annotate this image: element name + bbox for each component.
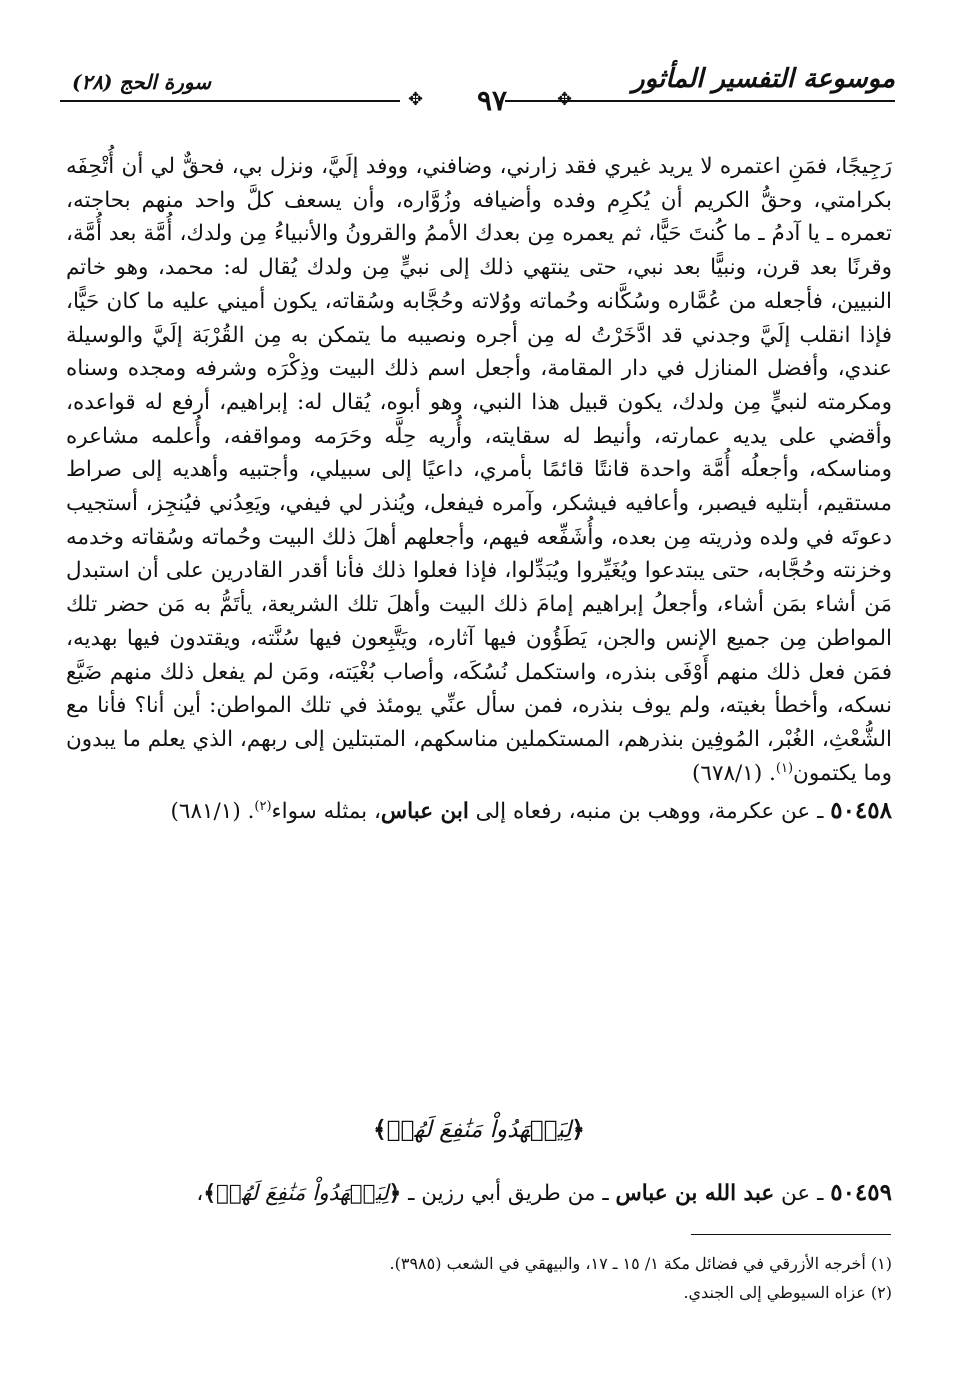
verse-text: لِيَشۡهَدُواْ مَنَٰفِعَ لَهُمۡ	[386, 1117, 572, 1143]
entry-5458: ٥٠٤٥٨ ـ عن عكرمة، ووهب بن منبه، رفعاه إلى ابن عباس، بمثله سواء$^{(٢)}$. (٦٨١/١)	[170, 797, 892, 825]
surah-label	[72, 70, 211, 94]
ornament-icon: ✥	[408, 89, 424, 110]
main-text: رَجِيجًا، فمَنِ اعتمره لا يريد غيري فقد زارني، وضافني، ووفد إلَيَّ، ونزل بي، فحقٌّ لي أن أُتْحِفَه بكرامتي، وحقُّ الكريم أن يُكرِم وفده وأضيافه وزُوَّاره، وأن يسعف كلَّ واحد منهم بحاجته، تعمره ـ يا آدمُ ـ ما كُنتَ حَيًّا، ثم يعمره مِن بعدك الأممُ والقرونُ والأنبياءُ مِن ولدك، أُمَّة بعد أُمَّة، وقرنًا بعد قرن، ونبيًّا بعد نبي، حتى ينتهي ذلك إلى نبيٍّ مِن ولدك يُقال له: محمد، وهو خاتم النبيين، فأجعله من عُمَّاره وسُكَّانه وحُماته ووُلاته وحُجَّابه وسُقاته، يكون أميني عليه ما كان حَيًّا، فإذا انقلب إلَيَّ وجدني قد ادَّخَرْتُ له مِن أجره ونصيبه ما يتمكن به مِن القُرْبَة إلَيَّ والوسيلة عندي، وأفضل المنازل في دار المقامة، وأجعل اسم ذلك البيت وذِكْرَه وشرفه ومجده وسناه ومكرمته لنبيٍّ مِن ولدك، يكون قبيل هذا النبي، وهو أبوه، يُقال له: إبراهيم، أرفع له قواعده، وأقضي على يديه عمارته، وأنيط له سقايته، وأُريه حِلَّه وحَرَمه ومواقفه، وأُعلمه مشاعره ومناسكه، وأجعلُه أُمَّة واحدة قانتًا قائمًا بأمري، داعيًا إلى سبيلي، وأجتبيه وأهديه إلى صراط مستقيم، أبتليه فيصبر، وأعافيه فيشكر، وآمره فيفعل، ويُنذر لي فيفي، ويَعِدُني فيُنجِز، أستجيب دعوتَه في ولده وذريته مِن بعده، وأُشَفِّعه فيهم، وأجعلهم أهلَ ذلك البيت وحُماته وسُقاته وخدمه وخزنته وحُجَّابه، حتى يبتدعوا ويُغَيِّروا ويُبَدِّلوا، فإذا فعلوا ذلك فأنا أقدر القادرين على أن استبدل مَن أشاء بمَن أشاء، وأجعلُ إبراهيم إمامَ ذلك البيت وأهلَ تلك الشريعة، يأتَمُّ به مَن حضر تلك المواطن مِن جميع الإنس والجن، يَطَؤُون فيها آثاره، ويَتَّبِعون فيها سُنَّته، ويقتدون فيها بهديه، فمَن فعل ذلك منهم أَوْفَى بنذره، واستكمل نُسُكَه، وأصاب بُغْيَته، ومَن لم يفعل ذلك منهم ضَيَّع نسكه، وأخطأ بغيته، ولم يوف بنذره، فمن سأل عنِّي يومئذ في تلك المواطن: أين أنا؟ فأنا مع الشُّعْثِ، الغُبْر، المُوفِين بنذرهم، المستكملين مناسكهم، المتبتلين إلى ربهم، الذي يعلم ما يبدون وما يكتمون	[66, 154, 892, 786]
entry-text-after: ، بمثله سواء	[271, 799, 381, 825]
entry-text: ـ من طريق أبي رزين ـ	[408, 1181, 609, 1206]
entry-number: ٥٠٤٥٩	[830, 1179, 892, 1206]
reference: (٦٧٨/١)	[692, 760, 763, 786]
entry-trail: ،	[196, 1181, 204, 1206]
book-title: موسوعة التفسير المأثور	[632, 64, 895, 94]
surah-number: (٢٨)	[72, 70, 113, 94]
header-rule-left	[60, 100, 400, 102]
entry-text: ـ عن عكرمة، ووهب بن منبه، رفعاه إلى	[475, 799, 824, 825]
footnote-2: (٢) عزاه السيوطي إلى الجندي.	[683, 1283, 892, 1302]
ornament-icon: ✥	[557, 89, 573, 110]
footnote-1: (١) أخرجه الأزرقي في فضائل مكة ١/ ١٥ ـ ١٧، والبيهقي في الشعب (٣٩٨٥).	[389, 1254, 892, 1273]
reference: (٦٨١/١)	[170, 799, 241, 825]
page-header	[60, 62, 895, 122]
footnote-marker: (١)	[775, 760, 794, 776]
footnote-marker: (٢)	[254, 799, 272, 815]
entry-prefix: عن	[781, 1181, 811, 1206]
surah-name: سورة الحج	[119, 70, 212, 94]
narrator-name: ابن عباس	[380, 799, 469, 825]
entry-5459	[66, 1176, 892, 1211]
page-number: ٩٧	[476, 84, 508, 117]
footnotes	[66, 1249, 892, 1307]
verse-text: لِيَشۡهَدُواْ مَنَٰفِعَ لَهُمۡ	[215, 1181, 389, 1206]
quran-bracket-close: ﴾	[373, 1116, 387, 1143]
narrator-name: عبد الله بن عباس	[615, 1181, 775, 1206]
quran-bracket-open: ﴿	[571, 1116, 585, 1143]
footnote-divider	[691, 1234, 891, 1235]
entry-number: ٥٠٤٥٨	[830, 797, 892, 825]
quran-bracket-open: ﴿	[388, 1181, 402, 1206]
main-text-block	[66, 150, 892, 829]
entry-dash: ـ	[817, 1181, 824, 1206]
paragraph: رَجِيجًا، فمَنِ اعتمره لا يريد غيري فقد زارني، وضافني، ووفد إلَيَّ، ونزل بي، فحقٌّ لي أن أُتْحِفَه بكرامتي، وحقُّ الكريم أن يُكرِم وفده وأضيافه وزُوَّاره، وأن يسعف كلَّ واحد منهم بحاجته، تعمره ـ يا آدمُ ـ ما كُنتَ حَيًّا، ثم يعمره مِن بعدك الأممُ والقرونُ والأنبياءُ مِن ولدك، أُمَّة بعد أُمَّة، وقرنًا بعد قرن، ونبيًّا بعد نبي، حتى ينتهي ذلك إلى نبيٍّ مِن ولدك يُقال له: محمد، وهو خاتم النبيين، فأجعله من عُمَّاره وسُكَّانه وحُماته ووُلاته وحُجَّابه وسُقاته، يكون أميني عليه ما كان حَيًّا، فإذا انقلب إلَيَّ وجدني قد ادَّخَرْتُ له مِن أجره ونصيبه ما يتمكن به مِن القُرْبَة إلَيَّ والوسيلة عندي، وأفضل المنازل في دار المقامة، وأجعل اسم ذلك البيت وذِكْرَه وشرفه ومجده وسناه ومكرمته لنبيٍّ مِن ولدك، يكون قبيل هذا النبي، وهو أبوه، يُقال له: إبراهيم، أرفع له قواعده، وأقضي على يديه عمارته، وأنيط له سقايته، وأُريه حِلَّه وحَرَمه ومواقفه، وأُعلمه مشاعره ومناسكه، وأجعلُه أُمَّة واحدة قانتًا قائمًا بأمري، داعيًا إلى سبيلي، وأجتبيه وأهديه إلى صراط مستقيم، أبتليه فيصبر، وأعافيه فيشكر، وآمره فيفعل، ويُنذر لي فيفي، ويَعِدُني فيُنجِز، أستجيب دعوتَه في ولده وذريته مِن بعده، وأُشَفِّعه فيهم، وأجعلهم أهلَ ذلك البيت وحُماته وسُقاته وخدمه وخزنته وحُجَّابه، حتى يبتدعوا ويُغَيِّروا ويُبَدِّلوا، فإذا فعلوا ذلك فأنا أقدر القادرين على أن استبدل مَن أشاء بمَن أشاء، وأجعلُ إبراهيم إمامَ ذلك البيت وأهلَ تلك الشريعة، يأتَمُّ به مَن حضر تلك المواطن مِن جميع الإنس والجن، يَطَؤُون فيها آثاره، ويَتَّبِعون فيها سُنَّته، ويقتدون فيها بهديه، فمَن فعل ذلك منهم أَوْفَى بنذره، واستكمل نُسُكَه، وأصاب بُغْيَته، ومَن لم يفعل ذلك منهم ضَيَّع نسكه، وأخطأ بغيته، ولم يوف بنذره، فمن سأل عنِّي يومئذ في تلك المواطن: أين أنا؟ فأنا مع الشُّعْثِ، الغُبْر، المُوفِين بنذرهم، المستكملين مناسكهم، المتبتلين إلى ربهم، الذي يعلم ما يبدون وما يكتمون$^{(١)}$. (٦٧٨/١)	[66, 154, 892, 786]
quran-bracket-close: ﴾	[203, 1181, 216, 1206]
verse-heading	[66, 1116, 892, 1143]
